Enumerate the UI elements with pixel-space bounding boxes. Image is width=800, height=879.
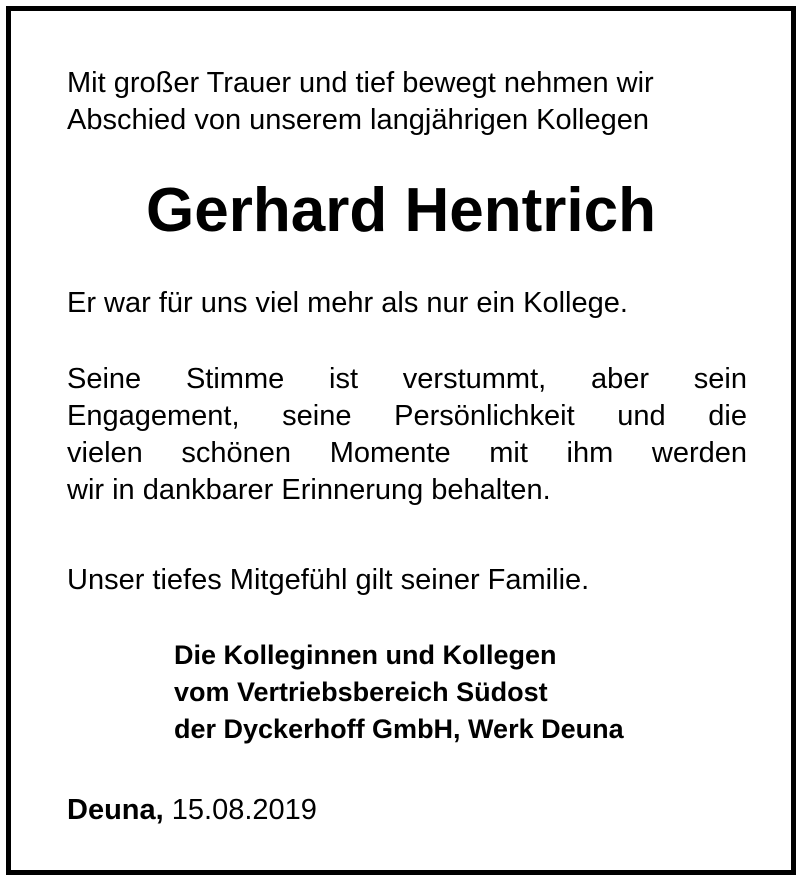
obituary-notice (6, 6, 796, 875)
paragraph-line: Engagement, seine Persönlichkeit und die (67, 400, 747, 432)
memorial-paragraph (67, 361, 747, 509)
intro-line: Abschied von unserem langjährigen Kollegen (67, 104, 649, 136)
paragraph-line: vielen schönen Momente mit ihm werden (67, 437, 747, 469)
intro-line: Mit großer Trauer und tief bewegt nehmen wir (67, 67, 654, 99)
date: 15.08.2019 (171, 794, 317, 826)
deceased-name: Gerhard Hentrich (146, 176, 656, 245)
paragraph-line: wir in dankbarer Erinnerung behalten. (67, 474, 551, 506)
intro-text (67, 65, 747, 139)
signature-line: Die Kolleginnen und Kollegen (174, 640, 557, 670)
place: Deuna, (67, 794, 164, 826)
signature-line: der Dyckerhoff GmbH, Werk Deuna (174, 714, 624, 744)
paragraph-line: Seine Stimme ist verstummt, aber sein (67, 363, 747, 395)
sympathy-line: Unser tiefes Mitgefühl gilt seiner Familie. (67, 564, 590, 596)
signature-line: vom Vertriebsbereich Südost (174, 677, 548, 707)
signature-block (174, 637, 624, 748)
colleague-line: Er war für uns viel mehr als nur ein Kollege. (67, 287, 628, 319)
place-date-line (67, 792, 317, 829)
